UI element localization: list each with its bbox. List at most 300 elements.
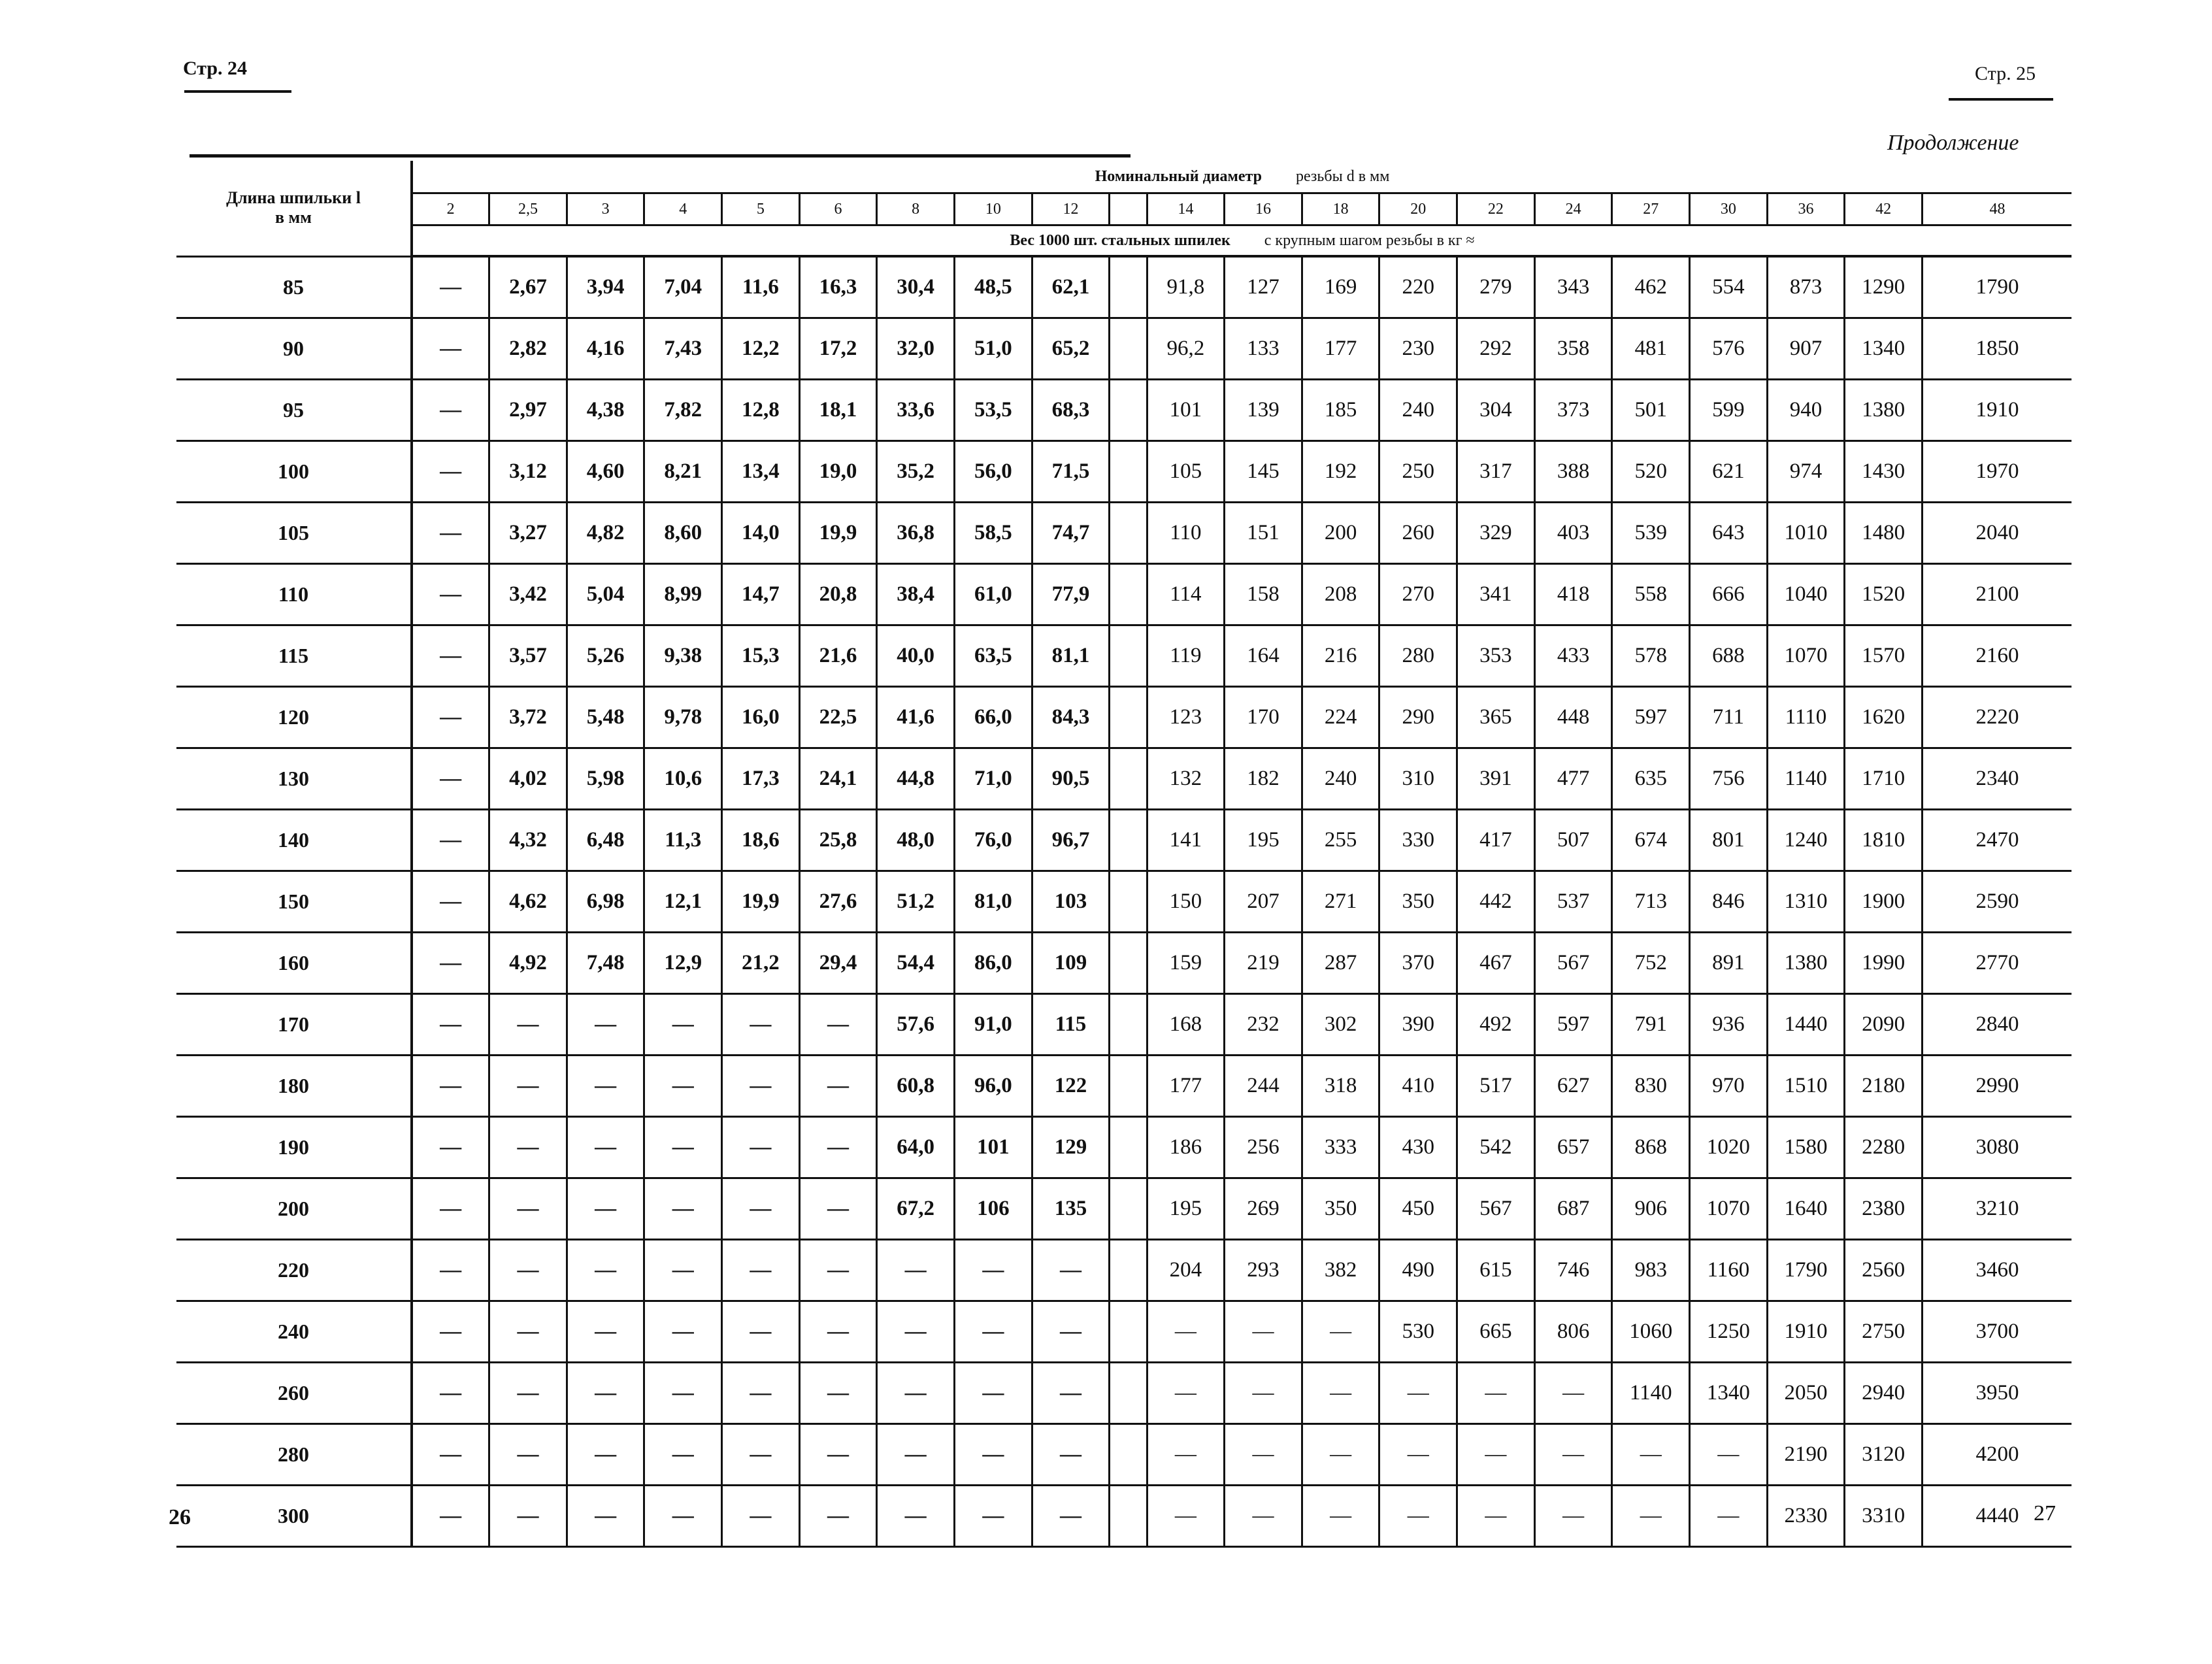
weight-cell: 643 xyxy=(1690,503,1768,564)
column-gap xyxy=(1110,1486,1147,1547)
weight-cell: 1020 xyxy=(1690,1117,1768,1178)
weight-cell: 60,8 xyxy=(877,1056,955,1117)
weight-cell: 3080 xyxy=(1922,1117,2072,1178)
weight-cell: 713 xyxy=(1612,871,1690,933)
column-gap xyxy=(1110,1240,1147,1301)
weight-cell: 490 xyxy=(1379,1240,1457,1301)
weight-cell: 12,1 xyxy=(644,871,722,933)
weight-cell: 3210 xyxy=(1922,1178,2072,1240)
diameter-header-cell: 30 xyxy=(1690,193,1768,225)
weight-cell: — xyxy=(644,1363,722,1424)
weight-cell: 68,3 xyxy=(1032,380,1110,441)
weight-cell: 1900 xyxy=(1845,871,1923,933)
weight-cell: — xyxy=(567,994,644,1056)
weight-cell: 2340 xyxy=(1922,748,2072,810)
weight-cell: 1070 xyxy=(1690,1178,1768,1240)
weight-cell: — xyxy=(412,994,489,1056)
weight-cell: 578 xyxy=(1612,625,1690,687)
weight-cell: — xyxy=(799,1117,877,1178)
weight-cell: — xyxy=(1457,1486,1535,1547)
length-column-header xyxy=(176,161,412,256)
weight-cell: 481 xyxy=(1612,318,1690,380)
weight-cell: — xyxy=(412,687,489,748)
weight-cell: — xyxy=(877,1301,955,1363)
weight-cell: 1340 xyxy=(1845,318,1923,380)
weight-cell: 158 xyxy=(1225,564,1302,625)
length-cell: 115 xyxy=(176,625,412,687)
weight-cell: 33,6 xyxy=(877,380,955,441)
weight-cell: 5,04 xyxy=(567,564,644,625)
weight-cell: 567 xyxy=(1534,933,1612,994)
diameter-header-cell: 27 xyxy=(1612,193,1690,225)
weight-cell: — xyxy=(489,1486,567,1547)
weight-cell: 442 xyxy=(1457,871,1535,933)
weight-cell: — xyxy=(412,1486,489,1547)
weight-cell: — xyxy=(722,1056,800,1117)
weight-cell: 51,2 xyxy=(877,871,955,933)
weight-cell: 1970 xyxy=(1922,441,2072,503)
table-top-rule xyxy=(190,154,1131,158)
length-cell: 90 xyxy=(176,318,412,380)
weight-cell: 1040 xyxy=(1767,564,1845,625)
diameter-header-cell: 10 xyxy=(955,193,1032,225)
weight-cell: — xyxy=(644,994,722,1056)
weight-cell: 627 xyxy=(1534,1056,1612,1117)
weight-cell: 19,9 xyxy=(799,503,877,564)
weight-cell: — xyxy=(1225,1486,1302,1547)
weight-cell: 127 xyxy=(1225,256,1302,318)
weight-cell: 539 xyxy=(1612,503,1690,564)
weight-cell: 14,7 xyxy=(722,564,800,625)
weight-cell: — xyxy=(567,1117,644,1178)
weight-cell: 1580 xyxy=(1767,1117,1845,1178)
weight-cell: — xyxy=(567,1178,644,1240)
diameter-header-cell: 5 xyxy=(722,193,800,225)
weight-cell: 3,72 xyxy=(489,687,567,748)
weight-cell: 2380 xyxy=(1845,1178,1923,1240)
weight-cell: 170 xyxy=(1225,687,1302,748)
weight-cell: — xyxy=(1147,1486,1225,1547)
weight-cell: — xyxy=(722,994,800,1056)
weight-cell: — xyxy=(412,871,489,933)
weight-cell: 891 xyxy=(1690,933,1768,994)
weight-cell: 114 xyxy=(1147,564,1225,625)
diameter-title-left: Номинальный диаметр xyxy=(1095,167,1262,185)
weight-cell: 15,3 xyxy=(722,625,800,687)
column-gap xyxy=(1110,1178,1147,1240)
weight-cell: 542 xyxy=(1457,1117,1535,1178)
weight-cell: 599 xyxy=(1690,380,1768,441)
weight-cell: 244 xyxy=(1225,1056,1302,1117)
weight-cell: 657 xyxy=(1534,1117,1612,1178)
weight-cell: 182 xyxy=(1225,748,1302,810)
weight-cell: — xyxy=(412,1424,489,1486)
weight-cell: 5,48 xyxy=(567,687,644,748)
weight-cell: 48,5 xyxy=(955,256,1032,318)
length-cell: 130 xyxy=(176,748,412,810)
weight-cell: 318 xyxy=(1302,1056,1379,1117)
weight-cell: — xyxy=(1032,1363,1110,1424)
weight-cell: 1310 xyxy=(1767,871,1845,933)
weight-cell: 204 xyxy=(1147,1240,1225,1301)
weight-cell: — xyxy=(412,933,489,994)
diameter-header-cell: 20 xyxy=(1379,193,1457,225)
weight-cell: 208 xyxy=(1302,564,1379,625)
weight-cell: 18,1 xyxy=(799,380,877,441)
weight-cell: 1480 xyxy=(1845,503,1923,564)
weight-cell: 122 xyxy=(1032,1056,1110,1117)
weight-cell: 4440 xyxy=(1922,1486,2072,1547)
weight-cell: 576 xyxy=(1690,318,1768,380)
weight-cell: 255 xyxy=(1302,810,1379,871)
weight-cell: 1850 xyxy=(1922,318,2072,380)
weight-cell: 9,38 xyxy=(644,625,722,687)
weight-cell: 141 xyxy=(1147,810,1225,871)
weight-cell: 302 xyxy=(1302,994,1379,1056)
weight-cell: 5,26 xyxy=(567,625,644,687)
weight-cell: 271 xyxy=(1302,871,1379,933)
weight-cell: 333 xyxy=(1302,1117,1379,1178)
weight-cell: — xyxy=(412,1056,489,1117)
table-row xyxy=(176,564,2072,625)
weight-cell: 492 xyxy=(1457,994,1535,1056)
weight-cell: — xyxy=(1534,1363,1612,1424)
weight-cell: 501 xyxy=(1612,380,1690,441)
weight-cell: 687 xyxy=(1534,1178,1612,1240)
weight-cell: — xyxy=(1302,1424,1379,1486)
weight-cell: — xyxy=(955,1301,1032,1363)
weight-cell: 41,6 xyxy=(877,687,955,748)
weight-cell: 169 xyxy=(1302,256,1379,318)
weight-cell: 1290 xyxy=(1845,256,1923,318)
weight-cell: 11,3 xyxy=(644,810,722,871)
weight-cell: 4200 xyxy=(1922,1424,2072,1486)
table-row xyxy=(176,1117,2072,1178)
diameter-header-row xyxy=(176,193,2072,225)
weight-cell: — xyxy=(1147,1424,1225,1486)
weight-cell: 77,9 xyxy=(1032,564,1110,625)
weight-cell: 106 xyxy=(955,1178,1032,1240)
weight-cell: 390 xyxy=(1379,994,1457,1056)
weight-cell: — xyxy=(1302,1363,1379,1424)
diameter-header-cell: 22 xyxy=(1457,193,1535,225)
weight-cell: — xyxy=(722,1301,800,1363)
weight-cell: — xyxy=(412,564,489,625)
weight-cell: — xyxy=(412,380,489,441)
weight-cell: — xyxy=(1225,1424,1302,1486)
weight-cell: 123 xyxy=(1147,687,1225,748)
weight-cell: 615 xyxy=(1457,1240,1535,1301)
weight-cell: — xyxy=(799,1424,877,1486)
weight-cell: 1510 xyxy=(1767,1056,1845,1117)
diameter-header-cell: 4 xyxy=(644,193,722,225)
weight-cell: 44,8 xyxy=(877,748,955,810)
weight-cell: 21,2 xyxy=(722,933,800,994)
weight-cell: 1910 xyxy=(1922,380,2072,441)
weight-cell: 71,0 xyxy=(955,748,1032,810)
weight-cell: 56,0 xyxy=(955,441,1032,503)
weight-cell: 2990 xyxy=(1922,1056,2072,1117)
weight-cell: 260 xyxy=(1379,503,1457,564)
weight-cell: 61,0 xyxy=(955,564,1032,625)
weight-cell: 293 xyxy=(1225,1240,1302,1301)
weight-cell: 940 xyxy=(1767,380,1845,441)
weight-cell: 38,4 xyxy=(877,564,955,625)
weight-cell: 4,82 xyxy=(567,503,644,564)
weight-cell: 16,0 xyxy=(722,687,800,748)
weight-cell: 96,7 xyxy=(1032,810,1110,871)
weight-cell: 7,43 xyxy=(644,318,722,380)
weight-cell: 220 xyxy=(1379,256,1457,318)
weight-cell: 36,8 xyxy=(877,503,955,564)
weight-cell: 109 xyxy=(1032,933,1110,994)
weight-cell: 1140 xyxy=(1767,748,1845,810)
weight-cell: — xyxy=(412,441,489,503)
weight-cell: 40,0 xyxy=(877,625,955,687)
length-header-line2: в мм xyxy=(275,208,312,227)
weight-cell: 350 xyxy=(1302,1178,1379,1240)
weight-cell: — xyxy=(1302,1486,1379,1547)
weight-cell: 2090 xyxy=(1845,994,1923,1056)
left-header-rule xyxy=(184,90,291,93)
weight-cell: 30,4 xyxy=(877,256,955,318)
length-cell: 150 xyxy=(176,871,412,933)
weight-cell: — xyxy=(1379,1424,1457,1486)
weight-cell: 756 xyxy=(1690,748,1768,810)
weight-cell: — xyxy=(489,1056,567,1117)
weight-cell: — xyxy=(1302,1301,1379,1363)
weight-cell: 1250 xyxy=(1690,1301,1768,1363)
weight-cell: 635 xyxy=(1612,748,1690,810)
weight-cell: 135 xyxy=(1032,1178,1110,1240)
length-header-line1: Длина шпильки l xyxy=(226,188,361,208)
length-cell: 85 xyxy=(176,256,412,318)
weight-cell: 2100 xyxy=(1922,564,2072,625)
weight-cell: 81,1 xyxy=(1032,625,1110,687)
weight-cell: — xyxy=(489,1117,567,1178)
weight-cell: 906 xyxy=(1612,1178,1690,1240)
weight-cell: 2940 xyxy=(1845,1363,1923,1424)
weight-cell: 3460 xyxy=(1922,1240,2072,1301)
weight-cell: 200 xyxy=(1302,503,1379,564)
weight-cell: 365 xyxy=(1457,687,1535,748)
weight-cell: 665 xyxy=(1457,1301,1535,1363)
weight-cell: 1430 xyxy=(1845,441,1923,503)
weight-cell: 554 xyxy=(1690,256,1768,318)
weight-cell: 1380 xyxy=(1845,380,1923,441)
weight-cell: 145 xyxy=(1225,441,1302,503)
weight-cell: 101 xyxy=(955,1117,1032,1178)
weight-cell: 270 xyxy=(1379,564,1457,625)
weight-cell: 279 xyxy=(1457,256,1535,318)
weight-cell: 970 xyxy=(1690,1056,1768,1117)
weight-cell: 4,92 xyxy=(489,933,567,994)
weight-cell: 430 xyxy=(1379,1117,1457,1178)
weight-cell: 48,0 xyxy=(877,810,955,871)
weight-cell: — xyxy=(722,1424,800,1486)
length-cell: 105 xyxy=(176,503,412,564)
table-row xyxy=(176,1486,2072,1547)
weight-cell: 4,02 xyxy=(489,748,567,810)
weight-cell: 101 xyxy=(1147,380,1225,441)
weight-cell: — xyxy=(1032,1301,1110,1363)
weight-cell: 195 xyxy=(1147,1178,1225,1240)
diameter-header-cell: 18 xyxy=(1302,193,1379,225)
weight-cell: 240 xyxy=(1302,748,1379,810)
table-row xyxy=(176,318,2072,380)
column-gap xyxy=(1110,687,1147,748)
weight-cell: 418 xyxy=(1534,564,1612,625)
weight-cell: 18,6 xyxy=(722,810,800,871)
weight-cell: 133 xyxy=(1225,318,1302,380)
weight-cell: 4,38 xyxy=(567,380,644,441)
weight-cell: 846 xyxy=(1690,871,1768,933)
weight-cell: 1160 xyxy=(1690,1240,1768,1301)
weight-cell: 35,2 xyxy=(877,441,955,503)
weight-cell: 3,12 xyxy=(489,441,567,503)
weight-cell: 567 xyxy=(1457,1178,1535,1240)
weight-cell: 983 xyxy=(1612,1240,1690,1301)
weight-cell: 3120 xyxy=(1845,1424,1923,1486)
weight-cell: 3,57 xyxy=(489,625,567,687)
length-cell: 140 xyxy=(176,810,412,871)
length-cell: 220 xyxy=(176,1240,412,1301)
weight-cell: — xyxy=(1147,1301,1225,1363)
weight-cell: — xyxy=(722,1486,800,1547)
weight-cell: 32,0 xyxy=(877,318,955,380)
weight-cell: — xyxy=(1612,1424,1690,1486)
weight-cell: — xyxy=(1690,1486,1768,1547)
weight-cell: 936 xyxy=(1690,994,1768,1056)
weight-cell: 2770 xyxy=(1922,933,2072,994)
weight-cell: 304 xyxy=(1457,380,1535,441)
weight-cell: — xyxy=(412,1301,489,1363)
weight-cell: 292 xyxy=(1457,318,1535,380)
weight-cell: — xyxy=(1534,1486,1612,1547)
weight-cell: 287 xyxy=(1302,933,1379,994)
weight-cell: 1790 xyxy=(1767,1240,1845,1301)
weight-cell: 477 xyxy=(1534,748,1612,810)
weight-cell: — xyxy=(799,1301,877,1363)
table-row xyxy=(176,1363,2072,1424)
weight-cell: 4,62 xyxy=(489,871,567,933)
weight-cell: 830 xyxy=(1612,1056,1690,1117)
weight-cell: — xyxy=(412,1178,489,1240)
weight-cell: 1570 xyxy=(1845,625,1923,687)
weight-cell: — xyxy=(644,1117,722,1178)
weight-cell: — xyxy=(567,1056,644,1117)
weight-cell: 1990 xyxy=(1845,933,1923,994)
weight-cell: 27,6 xyxy=(799,871,877,933)
weight-cell: 10,6 xyxy=(644,748,722,810)
weight-cell: 370 xyxy=(1379,933,1457,994)
weight-cell: 373 xyxy=(1534,380,1612,441)
weight-cell: 711 xyxy=(1690,687,1768,748)
length-cell: 100 xyxy=(176,441,412,503)
diameter-header-cell: 16 xyxy=(1225,193,1302,225)
weight-cell: 2,97 xyxy=(489,380,567,441)
weight-cell: — xyxy=(1225,1301,1302,1363)
weight-cell: 64,0 xyxy=(877,1117,955,1178)
weight-cell: 1140 xyxy=(1612,1363,1690,1424)
weight-cell: 2180 xyxy=(1845,1056,1923,1117)
weight-cell: 558 xyxy=(1612,564,1690,625)
length-cell: 200 xyxy=(176,1178,412,1240)
weight-cell: — xyxy=(799,1363,877,1424)
diameter-header-cell: 48 xyxy=(1922,193,2072,225)
weight-cell: — xyxy=(412,625,489,687)
right-footer-page-number: 27 xyxy=(2034,1501,2056,1525)
table-row xyxy=(176,687,2072,748)
diameter-header-cell: 2 xyxy=(412,193,489,225)
diameter-header-cell: 8 xyxy=(877,193,955,225)
weight-cell: 1910 xyxy=(1767,1301,1845,1363)
weight-cell: — xyxy=(955,1363,1032,1424)
weight-cell: 674 xyxy=(1612,810,1690,871)
weight-cell: — xyxy=(644,1240,722,1301)
diameter-header-cell: 36 xyxy=(1767,193,1845,225)
length-cell: 180 xyxy=(176,1056,412,1117)
weight-cell: 752 xyxy=(1612,933,1690,994)
weight-cell: 13,4 xyxy=(722,441,800,503)
weight-cell: 388 xyxy=(1534,441,1612,503)
weight-cell: 150 xyxy=(1147,871,1225,933)
weight-cell: 22,5 xyxy=(799,687,877,748)
weight-cell: 907 xyxy=(1767,318,1845,380)
weight-cell: — xyxy=(489,1363,567,1424)
weight-cell: 1380 xyxy=(1767,933,1845,994)
weight-cell: 230 xyxy=(1379,318,1457,380)
weight-cell: — xyxy=(799,1178,877,1240)
weight-title xyxy=(412,225,2072,257)
weight-cell: 3310 xyxy=(1845,1486,1923,1547)
weight-cell: 806 xyxy=(1534,1301,1612,1363)
length-cell: 95 xyxy=(176,380,412,441)
weight-cell: 746 xyxy=(1534,1240,1612,1301)
weight-cell: 1520 xyxy=(1845,564,1923,625)
weight-cell: 382 xyxy=(1302,1240,1379,1301)
weight-cell: — xyxy=(567,1486,644,1547)
weight-cell: 19,0 xyxy=(799,441,877,503)
weight-cell: 3,42 xyxy=(489,564,567,625)
weight-cell: 9,78 xyxy=(644,687,722,748)
weight-cell: 91,8 xyxy=(1147,256,1225,318)
weight-cell: 1790 xyxy=(1922,256,2072,318)
diameter-header-cell: 24 xyxy=(1534,193,1612,225)
left-footer-page-number: 26 xyxy=(169,1505,191,1529)
length-cell: 190 xyxy=(176,1117,412,1178)
weight-cell: 224 xyxy=(1302,687,1379,748)
weight-cell: 159 xyxy=(1147,933,1225,994)
weight-cell: 520 xyxy=(1612,441,1690,503)
weight-cell: 2160 xyxy=(1922,625,2072,687)
column-gap xyxy=(1110,380,1147,441)
diameter-header-cell: 2,5 xyxy=(489,193,567,225)
weight-cell: 448 xyxy=(1534,687,1612,748)
weight-cell: — xyxy=(412,256,489,318)
column-gap xyxy=(1110,1424,1147,1486)
weight-cell: 62,1 xyxy=(1032,256,1110,318)
length-cell: 240 xyxy=(176,1301,412,1363)
table-row xyxy=(176,380,2072,441)
weight-cell: 24,1 xyxy=(799,748,877,810)
weight-cell: 1810 xyxy=(1845,810,1923,871)
weight-cell: 19,9 xyxy=(722,871,800,933)
weight-cell: 2470 xyxy=(1922,810,2072,871)
weight-title-left: Вес 1000 шт. стальных шпилек xyxy=(1010,231,1230,249)
weight-cell: — xyxy=(877,1424,955,1486)
weight-cell: — xyxy=(877,1363,955,1424)
